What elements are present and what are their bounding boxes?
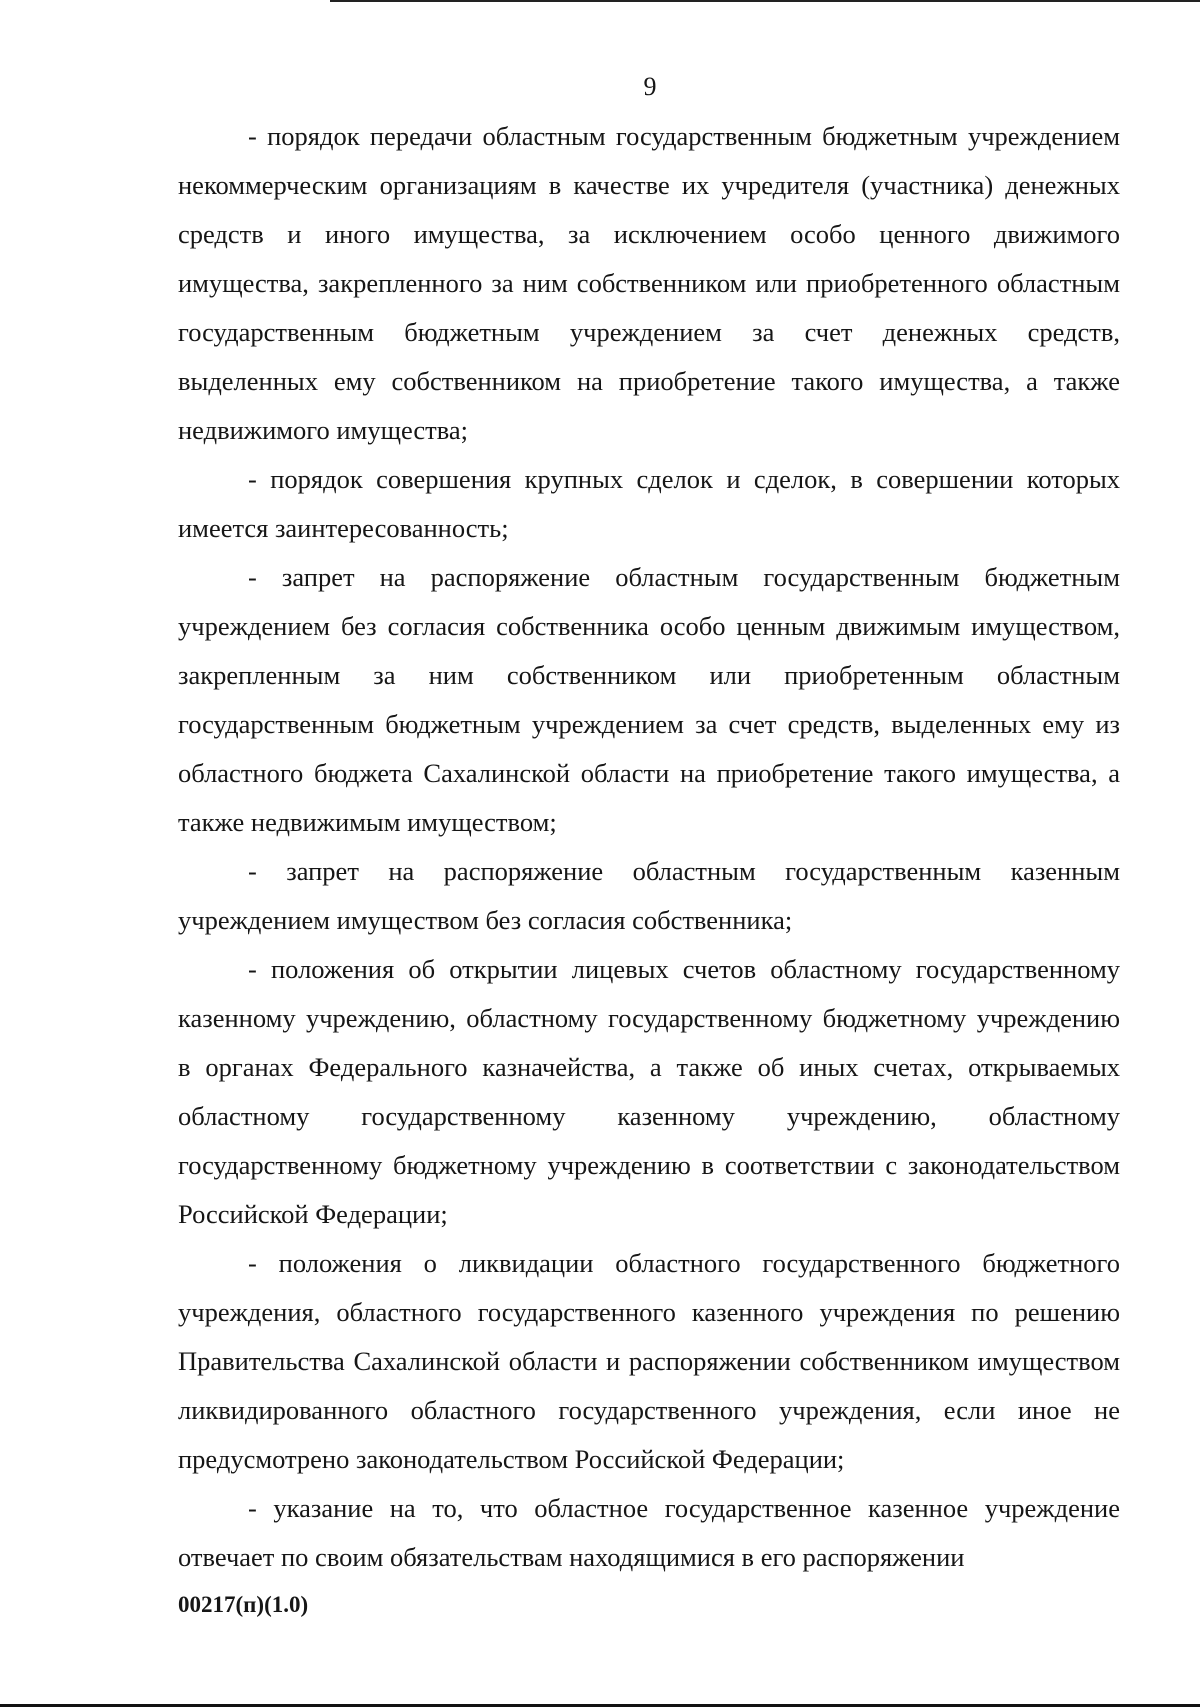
scan-edge-bottom (0, 1704, 1200, 1707)
paragraph: - запрет на распоряжение областным государственным казенным учреждением имуществом без согласия собственника; (178, 856, 1120, 935)
paragraph: - порядок передачи областным государственным бюджетным учреждением некоммерческим организациям в качестве их учредителя (участника) денежных средств и иного имущества, за исключением особо ценного движимого имущества, закрепленного за ним собственником или приобретенного областным государственным бюджетным учреждением за счет денежных средств, выделенных ему собственником на приобретение такого имущества, а также недвижимого имущества; (178, 121, 1120, 445)
document-body (178, 112, 1120, 1582)
page-number: 9 (643, 72, 657, 101)
paragraph: - указание на то, что областное государственное казенное учреждение отвечает по своим обязательствам находящимися в его распоряжении (178, 1493, 1120, 1572)
paragraph: - положения о ликвидации областного государственного бюджетного учреждения, областного государственного казенного учреждения по решению Правительства Сахалинской области и распоряжении собственником имуществом ликвидированного областного государственного учреждения, если иное не предусмотрено законодательством Российской Федерации; (178, 1248, 1120, 1474)
paragraph: - запрет на распоряжение областным государственным бюджетным учреждением без согласия собственника особо ценным движимым имуществом, закрепленным за ним собственником или приобретенным областным государственным бюджетным учреждением за счет средств, выделенных ему из областного бюджета Сахалинской области на приобретение такого имущества, а также недвижимым имуществом; (178, 562, 1120, 837)
paragraph: - порядок совершения крупных сделок и сделок, в совершении которых имеется заинтересованность; (178, 464, 1120, 543)
scan-edge-top (330, 0, 1200, 2)
paragraph: - положения об открытии лицевых счетов областному государственному казенному учреждению, областному государственному бюджетному учреждению в органах Федерального казначейства, а также об иных счетах, открываемых областному государственному казенному учреждению, областному государственному бюджетному учреждению в соответствии с законодательством Российской Федерации; (178, 954, 1120, 1229)
document-footer-code: 00217(п)(1.0) (178, 1592, 309, 1617)
